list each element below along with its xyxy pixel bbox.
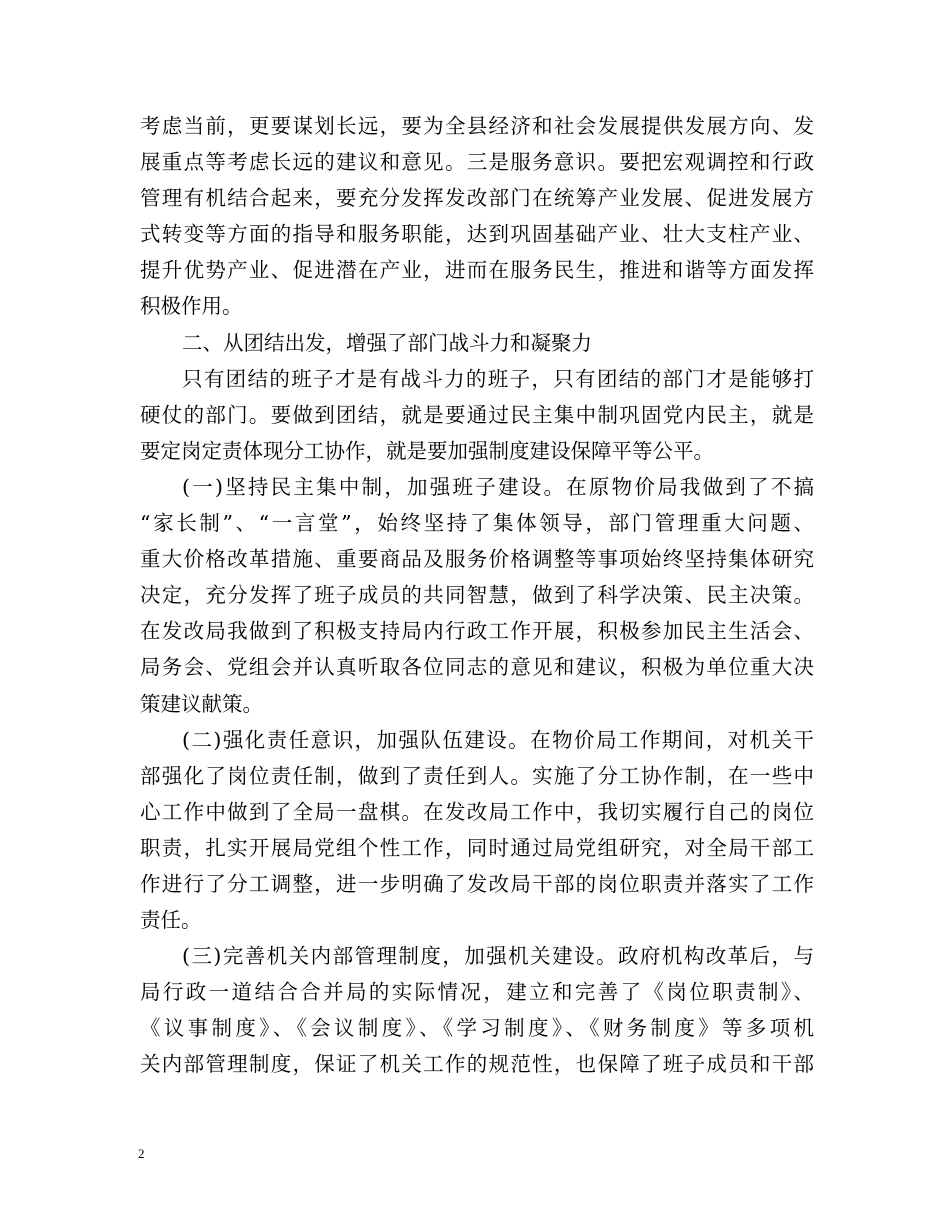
- text-line: 重大价格改革措施、重要商品及服务价格调整等事项始终坚持集体研究: [140, 547, 814, 572]
- text-line: 积极作用。: [140, 294, 243, 319]
- text-line: 二、从团结出发，增强了部门战斗力和凝聚力: [182, 330, 592, 355]
- text-line: 展重点等考虑长远的建议和意见。三是服务意识。要把宏观调控和行政: [140, 150, 814, 175]
- text-line: 职责，扎实开展局党组个性工作，同时通过局党组研究，对全局干部工: [140, 835, 814, 860]
- text-line: 提升优势产业、促进潜在产业，进而在服务民生，推进和谐等方面发挥: [140, 258, 814, 283]
- body-text: [140, 108, 814, 1083]
- text-line: 局务会、党组会并认真听取各位同志的意见和建议，积极为单位重大决: [140, 655, 814, 680]
- text-line: 关内部管理制度，保证了机关工作的规范性，也保障了班子成员和干部: [140, 1052, 814, 1077]
- text-line: 策建议献策。: [140, 691, 263, 716]
- text-line: 部强化了岗位责任制，做到了责任到人。实施了分工协作制，在一些中: [140, 763, 814, 788]
- text-line: 责任。: [140, 908, 202, 933]
- page-number: 2: [138, 1146, 145, 1161]
- text-line: 决定，充分发挥了班子成员的共同智慧，做到了科学决策、民主决策。: [140, 583, 814, 608]
- text-line: 考虑当前，更要谋划长远，要为全县经济和社会发展提供发展方向、发: [140, 114, 814, 138]
- text-line: 《议事制度》、《会议制度》、《学习制度》、《财务制度》等多项机: [140, 1016, 814, 1041]
- text-line: 硬仗的部门。要做到团结，就是要通过民主集中制巩固党内民主，就是: [140, 402, 814, 427]
- text-line: 式转变等方面的指导和服务职能，达到巩固基础产业、壮大支柱产业、: [140, 222, 814, 247]
- text-line: 要定岗定责体现分工协作，就是要加强制度建设保障平等公平。: [140, 438, 714, 463]
- text-line: (二)强化责任意识，加强队伍建设。在物价局工作期间，对机关干: [182, 727, 814, 752]
- text-line: 作进行了分工调整，进一步明确了发改局干部的岗位职责并落实了工作: [140, 871, 814, 896]
- text-line: (一)坚持民主集中制，加强班子建设。在原物价局我做到了不搞: [182, 474, 814, 499]
- text-line: 在发改局我做到了积极支持局内行政工作开展，积极参加民主生活会、: [140, 619, 814, 644]
- text-line: “家长制”、“一言堂”，始终坚持了集体领导，部门管理重大问题、: [140, 511, 814, 536]
- text-line: 局行政一道结合合并局的实际情况，建立和完善了《岗位职责制》、: [140, 980, 814, 1005]
- text-line: 心工作中做到了全局一盘棋。在发改局工作中，我切实履行自己的岗位: [140, 799, 814, 824]
- text-line: (三)完善机关内部管理制度，加强机关建设。政府机构改革后，与: [182, 944, 814, 969]
- text-line: 管理有机结合起来，要充分发挥发改部门在统筹产业发展、促进发展方: [140, 186, 814, 211]
- text-line: 只有团结的班子才是有战斗力的班子，只有团结的部门才是能够打: [182, 366, 814, 391]
